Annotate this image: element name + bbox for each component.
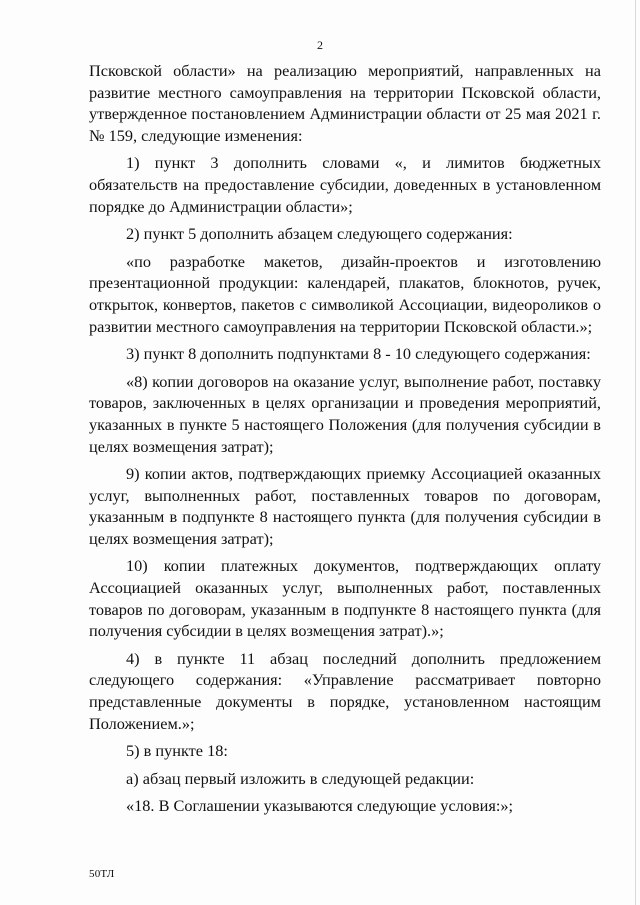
paragraph-item-1: 1) пункт 3 дополнить словами «, и лимитов бюджетных обязательств на предоставление субсидии, доведенных в установленном порядке до Администрации области»;: [89, 153, 601, 216]
paragraph-subitem-9: 9) копии актов, подтверждающих приемку Ассоциацией оказанных услуг, выполненных работ, поставленных товаров по договорам, указанным в подпункте 8 настоящего пункта (для получения субсидии в целях возмещения затрат);: [89, 464, 601, 548]
paragraph-continuation: Псковской области» на реализацию мероприятий, направленных на развитие местного самоуправления на территории Псковской области, утвержденное постановлением Администрации области от 25 мая 2021 г. № 159, следующие изменения:: [89, 61, 601, 145]
paragraph-subitem-10: 10) копии платежных документов, подтверждающих оплату Ассоциацией оказанных услуг, выполненных работ, поставленных товаров по договорам, указанным в подпункте 8 настоящего пункта (для получения субсидии в целях возмещения затрат).»;: [89, 556, 601, 641]
footer-code: 50ТЛ: [89, 868, 115, 880]
paragraph-quote-item-5: «по разработке макетов, дизайн-проектов и изготовлению презентационной продукции: календарей, плакатов, блокнотов, ручек, открыток, конвертов, пакетов с символикой Ассоциации, видеороликов о развитии местного самоуправления на территории Псковской области.»;: [89, 251, 601, 336]
paragraph-subitem-8: «8) копии договоров на оказание услуг, выполнение работ, поставку товаров, заключенных в целях организации и проведения мероприятий, указанных в пункте 5 настоящего Положения (для получения субсидии в целях возмещения затрат);: [89, 371, 601, 456]
paragraph-item-4: 4) в пункте 11 абзац последний дополнить предложением следующего содержания: «Управление рассматривает повторно представленные документы в порядке, установленном настоящим Положением.»;: [89, 648, 601, 733]
paragraph-item-5: 5) в пункте 18:: [126, 741, 228, 761]
paragraph-item-5a: а) абзац первый изложить в следующей редакции:: [126, 768, 475, 788]
page-edge-line: [635, 0, 636, 905]
paragraph-item-2: 2) пункт 5 дополнить абзацем следующего содержания:: [126, 224, 513, 244]
page-number: 2: [317, 38, 323, 52]
document-body: [89, 60, 601, 817]
paragraph-item-3: 3) пункт 8 дополнить подпунктами 8 - 10 следующего содержания:: [126, 344, 591, 364]
paragraph-quote-item-18: «18. В Соглашении указываются следующие условия:»;: [126, 796, 514, 816]
